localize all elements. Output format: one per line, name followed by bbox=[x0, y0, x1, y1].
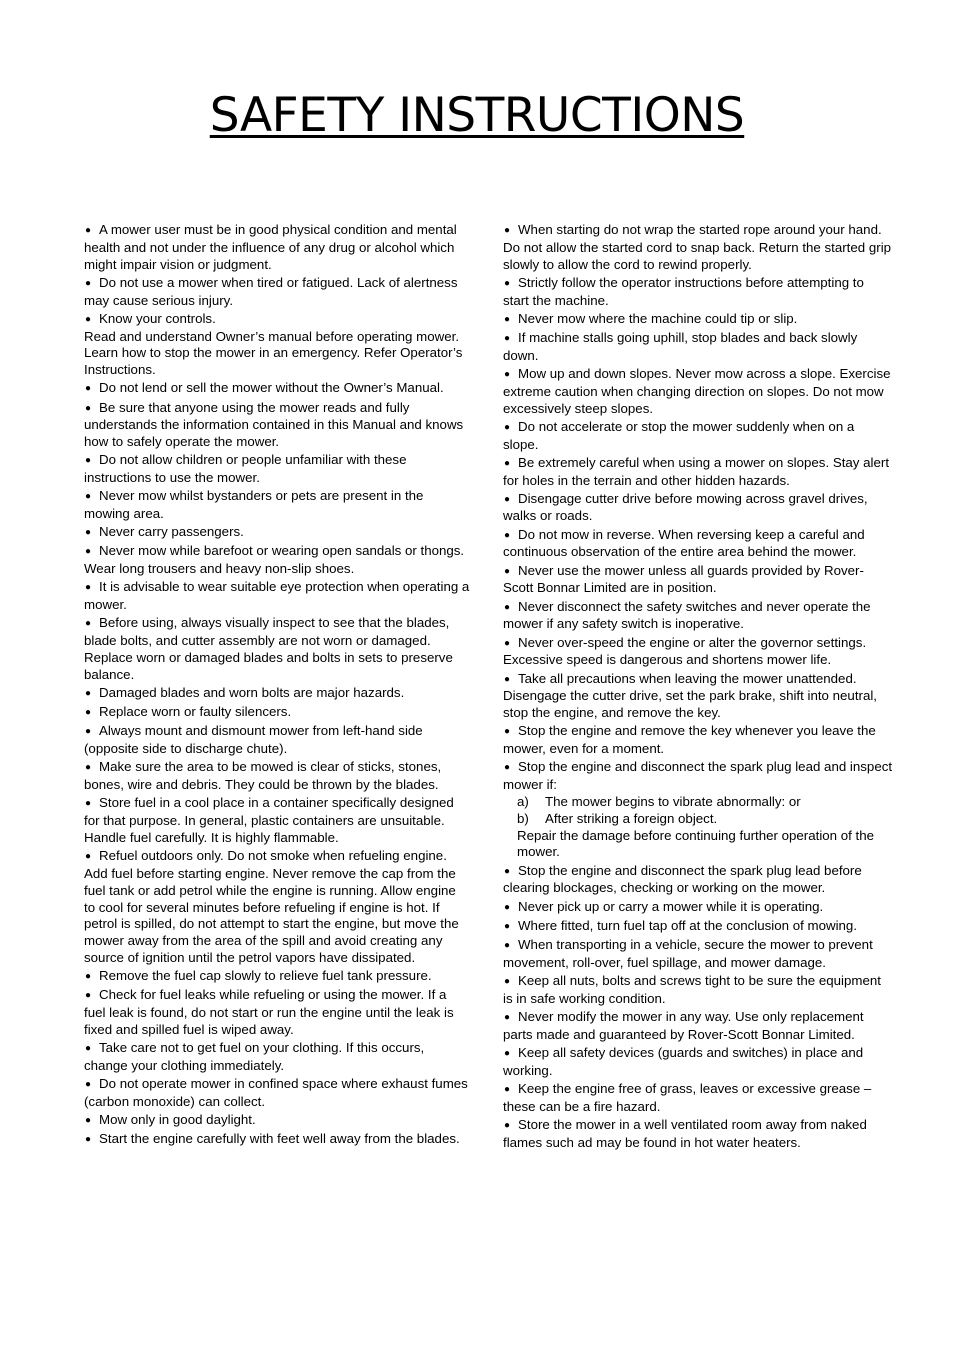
bullet-icon: ● bbox=[85, 383, 92, 395]
bullet-icon: ● bbox=[85, 527, 92, 539]
bullet-icon: ● bbox=[85, 313, 92, 325]
list-item: ● Do not accelerate or stop the mower suddenly when on a slope. bbox=[503, 418, 855, 452]
list-item: ● Never over-speed the engine or alter the governor settings. Excessive speed is dangerous and shortens mower life. bbox=[503, 634, 867, 668]
list-item: ● Refuel outdoors only. Do not smoke when refueling engine. Add fuel before starting engine. Never remove the cap from the fuel tank or add petrol while the engine is running. Allow engine to cool for several minutes before refueling if engine is hot. If petrol is spilled, do not attempt to start the engine, but move the mower away from the area of the spill and avoid creating any source of ignition until the petrol vapors have dissipated. bbox=[84, 848, 459, 965]
right-column bbox=[503, 222, 893, 1153]
list-item: ● Never modify the mower in any way. Use only replacement parts made and guaranteed by Rover-Scott Bonnar Limited. bbox=[503, 1008, 864, 1042]
list-item: ● If machine stalls going uphill, stop blades and back slowly down. bbox=[503, 329, 858, 363]
bullet-icon: ● bbox=[504, 332, 511, 344]
bullet-icon: ● bbox=[85, 455, 92, 467]
bullet-icon: ● bbox=[504, 726, 511, 738]
list-item: ● Replace worn or faulty silencers. bbox=[84, 704, 470, 722]
list-item: ● A mower user must be in good physical condition and mental health and not under the influence of any drug or alcohol which might impair vision or judgment. bbox=[84, 222, 457, 272]
list-item: ● Disengage cutter drive before mowing across gravel drives, walks or roads. bbox=[503, 490, 868, 524]
list-item: ● Be sure that anyone using the mower reads and fully understands the information contained in this Manual and knows how to safely operate the mower. bbox=[84, 399, 464, 450]
list-item: ● Strictly follow the operator instructions before attempting to start the machine. bbox=[503, 274, 864, 308]
list-item: ● When starting do not wrap the started rope around your hand. Do not allow the started cord to snap back. Return the started grip slowly to allow the cord to rewind properly. bbox=[503, 222, 892, 272]
list-item: ● Never pick up or carry a mower while it is operating. bbox=[503, 899, 893, 917]
bullet-icon: ● bbox=[504, 1011, 511, 1023]
controls-note: Read and understand Owner’s manual before operating mower. Learn how to stop the mower in an emergency. Refer Operator’s Instructions. bbox=[84, 328, 463, 378]
condition-item: a) The mower begins to vibrate abnormally: or bbox=[517, 793, 801, 809]
list-item: ● Keep all safety devices (guards and switches) in place and working. bbox=[503, 1044, 864, 1078]
list-item: ● Always mount and dismount mower from left-hand side (opposite side to discharge chute). bbox=[84, 723, 423, 757]
list-item: ● Never use the mower unless all guards provided by Rover-Scott Bonnar Limited are in position. bbox=[503, 562, 864, 596]
inspect-conditions bbox=[503, 794, 893, 861]
bullet-icon: ● bbox=[85, 798, 92, 810]
bullet-icon: ● bbox=[85, 1079, 92, 1091]
list-item: ● Do not operate mower in confined space where exhaust fumes (carbon monoxide) can collect. bbox=[84, 1076, 468, 1109]
bullet-icon: ● bbox=[504, 673, 511, 685]
list-item: ● Never mow where the machine could tip or slip. bbox=[503, 311, 893, 329]
bullet-icon: ● bbox=[85, 971, 92, 983]
list-item: ● Keep all nuts, bolts and screws tight to be sure the equipment is in safe working condition. bbox=[503, 972, 881, 1006]
bullet-icon: ● bbox=[504, 1119, 511, 1131]
list-item: ● Know your controls. bbox=[84, 311, 470, 329]
bullet-icon: ● bbox=[85, 1043, 92, 1055]
bullet-icon: ● bbox=[504, 920, 511, 932]
list-item: ● Do not lend or sell the mower without the Owner’s Manual. bbox=[84, 380, 470, 398]
list-item: ● Check for fuel leaks while refueling or using the mower. If a fuel leak is found, do not start or run the engine until the leak is fixed and spilled fuel is wiped away. bbox=[84, 987, 454, 1037]
bullet-icon: ● bbox=[504, 939, 511, 951]
list-item: ● Take care not to get fuel on your clothing. If this occurs, change your clothing immediately. bbox=[84, 1040, 425, 1073]
list-item: ● Mow only in good daylight. bbox=[84, 1112, 470, 1130]
bullet-icon: ● bbox=[504, 421, 511, 433]
list-item: ● Before using, always visually inspect to see that the blades, blade bolts, and cutter assembly are not worn or damaged. Replace worn or damaged blades and bolts in sets to preserve balance. bbox=[84, 615, 453, 682]
bullet-icon: ● bbox=[504, 565, 511, 577]
left-column bbox=[84, 222, 470, 1150]
bullet-icon: ● bbox=[85, 688, 92, 700]
bullet-icon: ● bbox=[504, 225, 511, 236]
bullet-icon: ● bbox=[85, 618, 92, 630]
list-item: ● Do not allow children or people unfamiliar with these instructions to use the mower. bbox=[84, 452, 407, 486]
list-item: ● Never mow while barefoot or wearing open sandals or thongs. Wear long trousers and heavy non-slip shoes. bbox=[84, 543, 465, 577]
list-item: ● Take all precautions when leaving the mower unattended. Disengage the cutter drive, set the park brake, shift into neutral, stop the engine, and remove the key. bbox=[503, 670, 877, 721]
bullet-icon: ● bbox=[504, 529, 511, 541]
list-item: ● Stop the engine and disconnect the spark plug lead and inspect mower if: bbox=[503, 759, 893, 793]
list-item: ● Mow up and down slopes. Never mow across a slope. Exercise extreme caution when changing direction on slopes. Do not mow excessively steep slopes. bbox=[503, 365, 891, 416]
list-item: ● Stop the engine and disconnect the spark plug lead before clearing blockages, checking or working on the mower. bbox=[503, 862, 862, 896]
bullet-icon: ● bbox=[504, 368, 511, 380]
bullet-icon: ● bbox=[504, 493, 511, 505]
list-item: ● Stop the engine and remove the key whenever you leave the mower, even for a moment. bbox=[503, 723, 876, 757]
list-item: ● Do not mow in reverse. When reversing keep a careful and continuous observation of the entire area behind the mower. bbox=[503, 526, 865, 560]
bullet-icon: ● bbox=[85, 851, 92, 863]
bullet-icon: ● bbox=[85, 990, 92, 1002]
bullet-icon: ● bbox=[85, 277, 92, 289]
bullet-icon: ● bbox=[504, 457, 511, 469]
bullet-icon: ● bbox=[504, 637, 511, 649]
bullet-icon: ● bbox=[85, 582, 92, 594]
list-item: ● Make sure the area to be mowed is clear of sticks, stones, bones, wire and debris. They could be thrown by the blades. bbox=[84, 759, 442, 793]
list-item: ● Damaged blades and worn bolts are major hazards. bbox=[84, 685, 470, 703]
bullet-icon: ● bbox=[504, 601, 511, 613]
bullet-icon: ● bbox=[85, 707, 92, 719]
list-item: ● Do not use a mower when tired or fatigued. Lack of alertness may cause serious injury. bbox=[84, 274, 458, 308]
list-item: ● Be extremely careful when using a mower on slopes. Stay alert for holes in the terrain and other hidden hazards. bbox=[503, 454, 890, 488]
list-item: ● Where fitted, turn fuel tap off at the conclusion of mowing. bbox=[503, 918, 893, 936]
bullet-icon: ● bbox=[504, 762, 511, 774]
bullet-icon: ● bbox=[85, 402, 92, 414]
bullet-icon: ● bbox=[504, 1083, 511, 1095]
page-title: SAFETY INSTRUCTIONS bbox=[209, 88, 745, 143]
list-item: ● Keep the engine free of grass, leaves or excessive grease – these can be a fire hazard. bbox=[503, 1080, 872, 1114]
bullet-icon: ● bbox=[85, 225, 92, 236]
bullet-icon: ● bbox=[504, 1047, 511, 1059]
list-item: ● Start the engine carefully with feet well away from the blades. bbox=[84, 1131, 470, 1149]
bullet-icon: ● bbox=[504, 901, 511, 913]
list-item: ● Store the mower in a well ventilated room away from naked flames such ad may be found in hot water heaters. bbox=[503, 1116, 867, 1150]
list-item: ● Never carry passengers. bbox=[84, 524, 470, 542]
bullet-icon: ● bbox=[85, 1134, 92, 1146]
condition-item: b) After striking a foreign object. bbox=[517, 810, 718, 826]
bullet-icon: ● bbox=[85, 491, 92, 503]
bullet-icon: ● bbox=[85, 1115, 92, 1127]
bullet-icon: ● bbox=[504, 975, 511, 987]
bullet-icon: ● bbox=[85, 726, 92, 738]
bullet-icon: ● bbox=[504, 313, 511, 325]
list-item: ● When transporting in a vehicle, secure the mower to prevent movement, roll-over, fuel spillage, and mower damage. bbox=[503, 936, 873, 970]
bullet-icon: ● bbox=[504, 865, 511, 877]
bullet-icon: ● bbox=[504, 277, 511, 289]
repair-note: Repair the damage before continuing further operation of the mower. bbox=[517, 827, 875, 860]
list-item: ● Store fuel in a cool place in a container specifically designed for that purpose. In general, plastic containers are unsuitable. Handle fuel carefully. It is highly flammable. bbox=[84, 795, 454, 845]
bullet-icon: ● bbox=[85, 762, 92, 774]
list-item: ● Remove the fuel cap slowly to relieve fuel tank pressure. bbox=[84, 968, 470, 986]
list-item: ● It is advisable to wear suitable eye protection when operating a mower. bbox=[84, 579, 470, 613]
list-item: ● Never mow whilst bystanders or pets are present in the mowing area. bbox=[84, 488, 424, 522]
list-item: ● Never disconnect the safety switches and never operate the mower if any safety switch is inoperative. bbox=[503, 598, 871, 632]
bullet-icon: ● bbox=[85, 546, 92, 558]
